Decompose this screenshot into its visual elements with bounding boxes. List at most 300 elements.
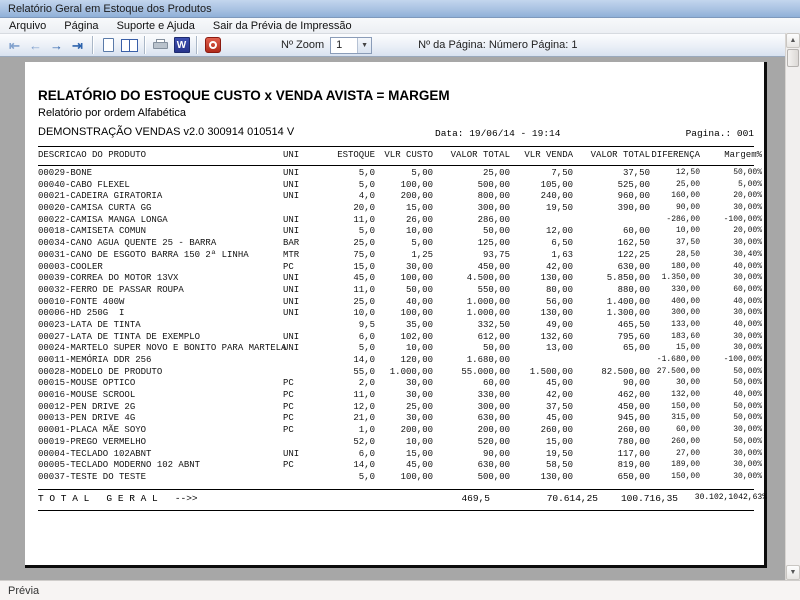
table-row <box>38 367 767 379</box>
previous-page-button[interactable] <box>25 36 46 55</box>
table-row <box>38 168 767 180</box>
cell-uni: UNI <box>283 448 300 459</box>
scroll-down-icon: ▼ <box>789 569 797 576</box>
cell-valor-total-venda: 90,00 <box>622 378 650 389</box>
zoom-label: Nº Zoom <box>281 39 325 51</box>
single-page-view-button[interactable] <box>98 36 119 55</box>
cell-valor-total-custo: 1.000,00 <box>466 308 510 319</box>
power-icon <box>205 37 221 53</box>
cell-product: 00022-CAMISA MANGA LONGA <box>38 214 168 225</box>
cell-margem: 30,00% <box>733 331 762 341</box>
cell-margem: 30,00% <box>733 448 762 458</box>
next-page-button[interactable] <box>46 36 67 55</box>
table-row <box>38 215 767 227</box>
cell-estoque: 5,0 <box>358 471 375 482</box>
cell-valor-total-venda: 819,00 <box>617 460 650 471</box>
cell-product: 00040-CABO FLEXEL <box>38 179 130 190</box>
table-row <box>38 203 767 215</box>
cell-vlr-custo: 200,00 <box>400 425 433 436</box>
cell-uni: UNI <box>283 343 300 354</box>
cell-vlr-venda: 240,00 <box>540 191 573 202</box>
first-page-button[interactable] <box>4 36 25 55</box>
cell-vlr-venda: 80,00 <box>545 284 573 295</box>
cell-product: 00028-MODELO DE PRODUTO <box>38 366 163 377</box>
cell-diferenca: 1.350,00 <box>661 273 700 283</box>
cell-vlr-custo: 26,00 <box>405 214 433 225</box>
cell-valor-total-custo: 125,00 <box>477 238 510 249</box>
cell-estoque: 11,0 <box>353 214 375 225</box>
cell-estoque: 4,0 <box>358 191 375 202</box>
cell-estoque: 6,0 <box>358 448 375 459</box>
system-version-label: DEMONSTRAÇÃO VENDAS v2.0 300914 010514 V <box>38 126 295 138</box>
cell-margem: 40,00% <box>733 261 762 271</box>
cell-vlr-custo: 120,00 <box>400 355 433 365</box>
total-estoque: 469,5 <box>461 493 490 504</box>
cell-valor-total-venda: 960,00 <box>617 191 650 202</box>
cell-vlr-custo: 35,00 <box>405 319 433 330</box>
total-margem: 42,63% <box>738 493 767 502</box>
cell-vlr-custo: 100,00 <box>400 179 433 190</box>
word-icon: W <box>174 37 190 53</box>
cell-vlr-venda: 13,00 <box>545 343 573 354</box>
table-row <box>38 413 767 425</box>
cell-margem: 50,00% <box>733 378 762 388</box>
toolbar <box>0 34 800 57</box>
cell-valor-total-venda: 465,50 <box>617 319 650 330</box>
cell-vlr-venda: 105,00 <box>540 179 573 190</box>
cell-product: 00037-TESTE DO TESTE <box>38 471 147 482</box>
cell-valor-total-venda: 462,00 <box>617 390 650 401</box>
cell-uni: UNI <box>283 214 300 225</box>
cell-valor-total-custo: 450,00 <box>477 261 510 272</box>
cell-vlr-custo: 100,00 <box>400 273 433 284</box>
cell-valor-total-custo: 93,75 <box>482 249 510 260</box>
cell-product: 00019-PREGO VERMELHO <box>38 436 147 447</box>
cell-uni: PC <box>283 401 294 412</box>
cell-valor-total-custo: 1.000,00 <box>466 296 510 307</box>
divider <box>38 489 754 490</box>
cell-vlr-custo: 1.000,00 <box>389 366 433 377</box>
two-page-view-button[interactable] <box>119 36 140 55</box>
cell-valor-total-custo: 60,00 <box>482 378 510 389</box>
table-header-row <box>38 150 767 160</box>
cell-valor-total-custo: 612,00 <box>477 331 510 342</box>
cell-valor-total-venda: 260,00 <box>617 425 650 436</box>
cell-product: 00005-TECLADO MODERNO 102 ABNT <box>38 460 201 471</box>
report-info-line <box>38 126 754 140</box>
cell-estoque: 1,0 <box>358 425 375 436</box>
cell-estoque: 12,0 <box>353 401 375 412</box>
cell-product: 00031-CANO DE ESGOTO BARRA 150 2ª LINHA <box>38 249 249 260</box>
column-header-vlr-venda: VLR VENDA <box>524 150 573 160</box>
close-preview-button[interactable] <box>202 36 223 55</box>
cell-margem: 30,00% <box>733 203 762 213</box>
cell-valor-total-custo: 1.680,00 <box>466 355 510 365</box>
page-info-label: Nº da Página: Número Página: 1 <box>418 39 578 51</box>
print-button[interactable] <box>150 36 171 55</box>
cell-margem: 30,40% <box>733 249 762 259</box>
cell-uni: UNI <box>283 179 300 190</box>
cell-valor-total-venda: 630,00 <box>617 261 650 272</box>
table-row <box>38 437 767 449</box>
total-label: T O T A L G E R A L -->> <box>38 493 198 504</box>
cell-product: 00023-LATA DE TINTA <box>38 319 141 330</box>
cell-estoque: 75,0 <box>353 249 375 260</box>
cell-vlr-venda: 45,00 <box>545 413 573 424</box>
cell-margem: 30,00% <box>733 425 762 435</box>
cell-estoque: 25,0 <box>353 238 375 249</box>
report-subtitle: Relatório por ordem Alfabética <box>38 107 186 119</box>
table-row <box>38 238 767 250</box>
cell-estoque: 45,0 <box>353 273 375 284</box>
cell-diferenca: 300,00 <box>671 308 700 318</box>
cell-valor-total-venda: 162,50 <box>617 238 650 249</box>
cell-estoque: 6,0 <box>358 331 375 342</box>
cell-vlr-venda: 7,50 <box>551 168 573 178</box>
cell-diferenca: 132,00 <box>671 390 700 400</box>
cell-product: 00006-HD 250G I <box>38 308 125 319</box>
cell-product: 00011-MEMÓRIA DDR 256 <box>38 355 152 365</box>
cell-uni: PC <box>283 261 294 272</box>
column-header-valor-total-venda: VALOR TOTAL <box>590 150 650 160</box>
scroll-up-button[interactable] <box>786 33 800 48</box>
single-page-icon <box>103 38 114 52</box>
cell-valor-total-venda: 945,00 <box>617 413 650 424</box>
cell-diferenca: -286,00 <box>666 214 700 224</box>
cell-vlr-venda: 6,50 <box>551 238 573 249</box>
cell-estoque: 5,0 <box>358 168 375 178</box>
table-row <box>38 355 767 367</box>
column-header-vlr-custo: VLR CUSTO <box>384 150 433 160</box>
cell-valor-total-venda: 780,00 <box>617 436 650 447</box>
chevron-down-icon: ▼ <box>357 38 371 53</box>
cell-valor-total-custo: 520,00 <box>477 436 510 447</box>
cell-margem: 20,00% <box>733 191 762 201</box>
zoom-value: 1 <box>336 39 343 51</box>
next-page-icon: → <box>50 37 63 53</box>
cell-estoque: 5,0 <box>358 179 375 190</box>
table-row <box>38 460 767 472</box>
cell-diferenca: 150,00 <box>671 401 700 411</box>
cell-diferenca: 260,00 <box>671 436 700 446</box>
cell-valor-total-venda: 60,00 <box>622 226 650 237</box>
cell-diferenca: 30,00 <box>675 378 700 388</box>
cell-vlr-venda: 45,00 <box>545 378 573 389</box>
cell-diferenca: 189,00 <box>671 460 700 470</box>
cell-diferenca: 315,00 <box>671 413 700 423</box>
status-bar <box>0 580 800 600</box>
cell-valor-total-custo: 330,00 <box>477 390 510 401</box>
cell-uni: BAR <box>283 238 300 249</box>
cell-vlr-venda: 42,00 <box>545 390 573 401</box>
cell-diferenca: 150,00 <box>671 471 700 481</box>
cell-valor-total-custo: 550,00 <box>477 284 510 295</box>
cell-margem: 50,00% <box>733 168 762 177</box>
menu-item[interactable]: Página <box>64 19 99 32</box>
cell-margem: 30,00% <box>733 238 762 248</box>
cell-margem: 50,00% <box>733 401 762 411</box>
two-page-icon <box>121 39 138 52</box>
cell-valor-total-custo: 800,00 <box>477 191 510 202</box>
cell-valor-total-venda: 1.300,00 <box>606 308 650 319</box>
cell-estoque: 14,0 <box>353 460 375 471</box>
cell-estoque: 55,0 <box>353 366 375 377</box>
cell-vlr-custo: 50,00 <box>405 284 433 295</box>
cell-uni: UNI <box>283 308 300 319</box>
cell-vlr-custo: 200,00 <box>400 191 433 202</box>
cell-product: 00013-PEN DRIVE 4G <box>38 413 136 424</box>
window-title: Relatório Geral em Estoque dos Produtos <box>8 2 212 15</box>
cell-valor-total-custo: 25,00 <box>482 168 510 178</box>
cell-valor-total-custo: 500,00 <box>477 179 510 190</box>
cell-vlr-venda: 260,00 <box>540 425 573 436</box>
cell-vlr-venda: 37,50 <box>545 401 573 412</box>
cell-valor-total-custo: 500,00 <box>477 471 510 482</box>
cell-margem: 30,00% <box>733 273 762 283</box>
cell-uni: UNI <box>283 284 300 295</box>
preview-area <box>0 57 800 580</box>
cell-diferenca: 183,60 <box>671 331 700 341</box>
cell-margem: 30,00% <box>733 471 762 481</box>
cell-valor-total-custo: 90,00 <box>482 448 510 459</box>
table-body <box>38 168 767 484</box>
cell-product: 00039-CORREA DO MOTOR 13VX <box>38 273 179 284</box>
cell-vlr-custo: 10,00 <box>405 436 433 447</box>
cell-estoque: 5,0 <box>358 226 375 237</box>
cell-diferenca: 160,00 <box>671 191 700 201</box>
table-row <box>38 343 767 355</box>
cell-vlr-custo: 5,00 <box>411 168 433 178</box>
cell-uni: PC <box>283 390 294 401</box>
cell-product: 00034-CANO AGUA QUENTE 25 - BARRA <box>38 238 217 249</box>
cell-vlr-venda: 19,50 <box>545 448 573 459</box>
cell-uni: MTR <box>283 249 300 260</box>
cell-valor-total-venda: 795,60 <box>617 331 650 342</box>
cell-valor-total-venda: 1.400,00 <box>606 296 650 307</box>
cell-diferenca: 37,50 <box>675 238 700 248</box>
cell-vlr-custo: 100,00 <box>400 308 433 319</box>
zoom-select[interactable] <box>330 37 372 54</box>
cell-product: 00029-BONE <box>38 168 93 178</box>
cell-product: 00032-FERRO DE PASSAR ROUPA <box>38 284 184 295</box>
cell-estoque: 10,0 <box>353 308 375 319</box>
toolbar-separator <box>196 36 198 54</box>
cell-estoque: 52,0 <box>353 436 375 447</box>
table-row <box>38 297 767 309</box>
cell-vlr-custo: 15,00 <box>405 448 433 459</box>
cell-margem: 50,00% <box>733 436 762 446</box>
table-row <box>38 378 767 390</box>
divider <box>38 510 754 511</box>
title-bar <box>0 0 800 18</box>
table-row <box>38 191 767 203</box>
menu-item[interactable]: Sair da Prévia de Impressão <box>212 19 352 32</box>
cell-vlr-venda: 130,00 <box>540 273 573 284</box>
cell-product: 00021-CADEIRA GIRATORIA <box>38 191 163 202</box>
cell-vlr-custo: 30,00 <box>405 413 433 424</box>
cell-vlr-custo: 15,00 <box>405 203 433 214</box>
cell-diferenca: 15,00 <box>675 343 700 353</box>
scrollbar-thumb[interactable] <box>787 49 799 67</box>
cell-product: 00010-FONTE 400W <box>38 296 125 307</box>
scroll-down-button[interactable] <box>786 565 800 580</box>
cell-valor-total-venda: 65,00 <box>622 343 650 354</box>
cell-vlr-custo: 102,00 <box>400 331 433 342</box>
cell-estoque: 21,0 <box>353 413 375 424</box>
cell-uni: PC <box>283 413 294 424</box>
cell-estoque: 11,0 <box>353 390 375 401</box>
column-header-diferenca: DIFERENÇA <box>651 150 700 160</box>
cell-uni: UNI <box>283 331 300 342</box>
cell-product: 00012-PEN DRIVE 2G <box>38 401 136 412</box>
cell-margem: 20,00% <box>733 226 762 236</box>
cell-estoque: 11,0 <box>353 284 375 295</box>
table-row <box>38 402 767 414</box>
cell-margem: 30,00% <box>733 308 762 318</box>
cell-margem: 50,00% <box>733 366 762 376</box>
cell-vlr-venda: 1,63 <box>551 249 573 260</box>
cell-valor-total-venda: 880,00 <box>617 284 650 295</box>
cell-uni: UNI <box>283 296 300 307</box>
cell-vlr-custo: 45,00 <box>405 460 433 471</box>
table-row <box>38 425 767 437</box>
column-header-estoque: ESTOQUE <box>337 150 375 160</box>
total-valor-venda: 100.716,35 <box>620 493 678 504</box>
cell-valor-total-venda: 525,00 <box>617 179 650 190</box>
column-header-descricao: DESCRICAO DO PRODUTO <box>38 150 147 160</box>
cell-uni: UNI <box>283 191 300 202</box>
cell-product: 00001-PLACA MÃE SOYO <box>38 425 147 436</box>
table-row <box>38 390 767 402</box>
cell-margem: 60,00% <box>733 284 762 294</box>
cell-estoque: 15,0 <box>353 261 375 272</box>
cell-product: 00016-MOUSE SCROOL <box>38 390 136 401</box>
first-page-icon: ⇤ <box>9 37 20 53</box>
menu-item[interactable]: Suporte e Ajuda <box>116 19 195 32</box>
cell-diferenca: 27,00 <box>675 448 700 458</box>
previous-page-icon: ← <box>29 37 42 53</box>
cell-vlr-custo: 10,00 <box>405 226 433 237</box>
cell-estoque: 20,0 <box>353 203 375 214</box>
total-valor-custo: 70.614,25 <box>546 493 598 504</box>
cell-product: 00027-LATA DE TINTA DE EXEMPLO <box>38 331 201 342</box>
cell-uni: PC <box>283 460 294 471</box>
cell-estoque: 9,5 <box>358 319 375 330</box>
cell-product: 00004-TECLADO 102ABNT <box>38 448 152 459</box>
cell-valor-total-venda: 82.500,00 <box>601 366 650 377</box>
table-row <box>38 250 767 262</box>
cell-vlr-custo: 30,00 <box>405 378 433 389</box>
cell-valor-total-custo: 4.500,00 <box>466 273 510 284</box>
cell-vlr-custo: 30,00 <box>405 261 433 272</box>
toolbar-separator <box>144 36 146 54</box>
cell-vlr-custo: 10,00 <box>405 343 433 354</box>
cell-diferenca: 10,00 <box>675 226 700 236</box>
table-row <box>38 273 767 285</box>
menu-bar <box>0 18 800 34</box>
cell-valor-total-custo: 332,50 <box>477 319 510 330</box>
cell-margem: -100,00% <box>723 214 762 224</box>
cell-estoque: 2,0 <box>358 378 375 389</box>
toolbar-separator <box>92 36 94 54</box>
cell-uni: PC <box>283 378 294 389</box>
cell-margem: 40,00% <box>733 296 762 306</box>
cell-valor-total-custo: 300,00 <box>477 203 510 214</box>
cell-valor-total-custo: 200,00 <box>477 425 510 436</box>
cell-margem: 5,00% <box>737 179 762 189</box>
cell-diferenca: 330,00 <box>671 284 700 294</box>
cell-vlr-venda: 12,00 <box>545 226 573 237</box>
cell-valor-total-venda: 122,25 <box>617 249 650 260</box>
column-header-valor-total-custo: VALOR TOTAL <box>450 150 510 160</box>
cell-vlr-venda: 42,00 <box>545 261 573 272</box>
cell-product: 00020-CAMISA CURTA GG <box>38 203 152 214</box>
cell-vlr-custo: 1,25 <box>411 249 433 260</box>
cell-product: 00015-MOUSE OPTICO <box>38 378 136 389</box>
cell-margem: -100,00% <box>723 355 762 364</box>
report-page <box>25 62 767 568</box>
cell-vlr-venda: 56,00 <box>545 296 573 307</box>
cell-vlr-venda: 1.500,00 <box>529 366 573 377</box>
cell-margem: 40,00% <box>733 319 762 329</box>
cell-uni: UNI <box>283 226 300 237</box>
vertical-scrollbar[interactable] <box>785 33 800 580</box>
cell-vlr-venda: 15,00 <box>545 436 573 447</box>
cell-vlr-venda: 130,00 <box>540 308 573 319</box>
cell-valor-total-custo: 55.000,00 <box>461 366 510 377</box>
cell-valor-total-custo: 50,00 <box>482 343 510 354</box>
table-row <box>38 449 767 461</box>
cell-product: 00024-MARTELO SUPER NOVO E BONITO PARA MARTELA <box>38 343 287 354</box>
table-row <box>38 320 767 332</box>
cell-diferenca: 400,00 <box>671 296 700 306</box>
cell-margem: 30,00% <box>733 460 762 470</box>
cell-vlr-venda: 132,60 <box>540 331 573 342</box>
cell-valor-total-custo: 300,00 <box>477 401 510 412</box>
report-date: Data: 19/06/14 - 19:14 <box>435 128 561 139</box>
cell-diferenca: 133,00 <box>671 319 700 329</box>
total-row <box>38 493 767 507</box>
cell-valor-total-venda: 117,00 <box>617 448 650 459</box>
status-text: Prévia <box>8 584 40 597</box>
table-row <box>38 285 767 297</box>
menu-item[interactable]: Arquivo <box>9 19 47 32</box>
report-page-number: Pagina.: 001 <box>685 128 754 139</box>
cell-vlr-venda: 130,00 <box>540 471 573 482</box>
cell-diferenca: 90,00 <box>675 203 700 213</box>
column-header-uni: UNI <box>283 150 300 160</box>
cell-vlr-custo: 5,00 <box>411 238 433 249</box>
cell-valor-total-custo: 630,00 <box>477 460 510 471</box>
cell-valor-total-custo: 286,00 <box>477 214 510 225</box>
cell-margem: 30,00% <box>733 343 762 353</box>
export-word-button[interactable] <box>171 36 192 55</box>
scroll-up-icon: ▲ <box>789 37 797 44</box>
cell-vlr-venda: 19,50 <box>545 203 573 214</box>
cell-valor-total-venda: 450,00 <box>617 401 650 412</box>
table-row <box>38 332 767 344</box>
cell-product: 00003-COOLER <box>38 261 103 272</box>
cell-estoque: 25,0 <box>353 296 375 307</box>
divider <box>38 165 754 166</box>
cell-estoque: 5,0 <box>358 343 375 354</box>
total-diferenca: 30.102,10 <box>694 493 738 502</box>
last-page-button[interactable] <box>67 36 88 55</box>
cell-estoque: 14,0 <box>353 355 375 365</box>
cell-valor-total-custo: 630,00 <box>477 413 510 424</box>
report-title: RELATÓRIO DO ESTOQUE CUSTO x VENDA AVISTA = MARGEM <box>38 88 450 103</box>
cell-valor-total-venda: 37,50 <box>622 168 650 178</box>
